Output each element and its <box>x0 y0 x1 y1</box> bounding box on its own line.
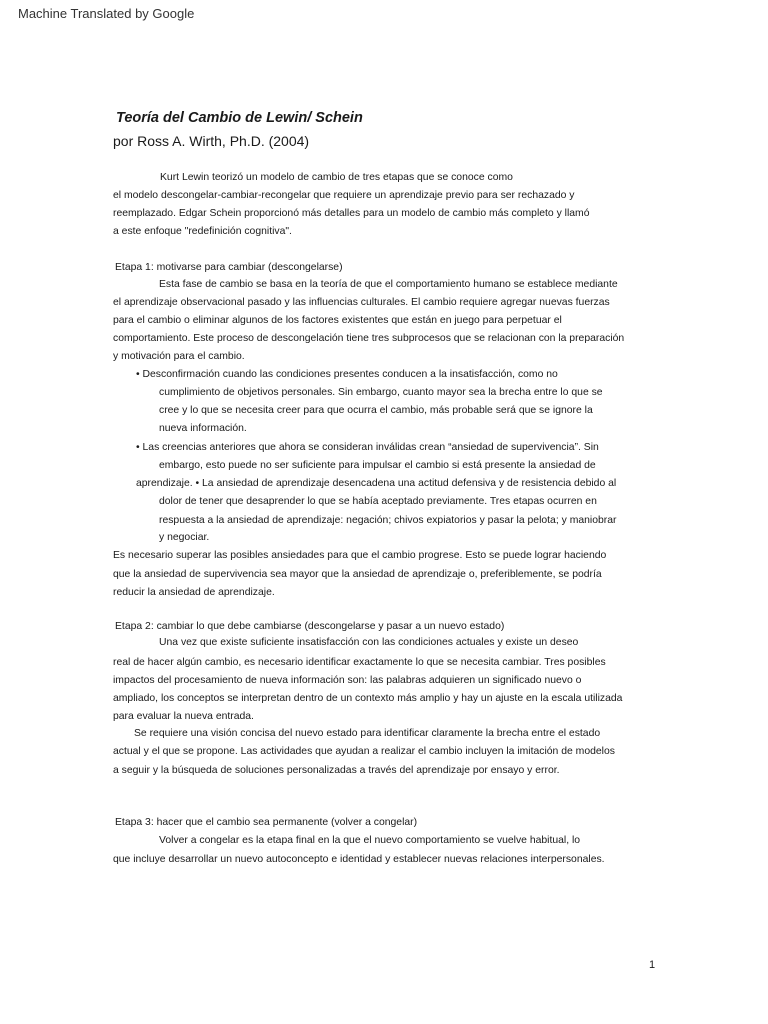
text-line: comportamiento. Este proceso de descongelación tiene tres subprocesos que se relacionan con la preparación <box>113 333 625 344</box>
document-byline: por Ross A. Wirth, Ph.D. (2004) <box>113 133 310 149</box>
section-heading: Etapa 2: cambiar lo que debe cambiarse (descongelarse y pasar a un nuevo estado) <box>115 621 505 632</box>
text-line: real de hacer algún cambio, es necesario identificar exactamente lo que se necesita cambiar. Tres posibles <box>113 657 606 668</box>
machine-translated-banner: Machine Translated by Google <box>18 6 195 21</box>
text-line: Se requiere una visión concisa del nuevo estado para identificar claramente la brecha entre el estado <box>134 728 601 739</box>
text-line: Una vez que existe suficiente insatisfacción con las condiciones actuales y existe un deseo <box>159 637 579 648</box>
text-line: y motivación para el cambio. <box>113 351 245 362</box>
text-line: cumplimiento de objetivos personales. Sin embargo, cuanto mayor sea la brecha entre lo que se <box>159 387 603 398</box>
document-title: Teoría del Cambio de Lewin/ Schein <box>116 110 363 126</box>
text-line: para el cambio o eliminar algunos de los factores existentes que están en juego para perpetuar el <box>113 315 562 326</box>
text-line: para evaluar la nueva entrada. <box>113 711 254 722</box>
text-line: que la ansiedad de supervivencia sea mayor que la ansiedad de aprendizaje o, preferiblemente, se podría <box>113 569 602 580</box>
text-line: a seguir y la búsqueda de soluciones personalizadas a través del aprendizaje por ensayo y error. <box>113 765 560 776</box>
page-number: 1 <box>649 959 656 971</box>
text-line: que incluye desarrollar un nuevo autoconcepto e identidad y establecer nuevas relaciones interpersonales. <box>113 854 605 865</box>
text-line: actual y el que se propone. Las actividades que ayudan a realizar el cambio incluyen la imitación de modelos <box>113 746 615 757</box>
text-line: respuesta a la ansiedad de aprendizaje: negación; chivos expiatorios y pasar la pelota; y maniobrar <box>159 515 617 526</box>
text-line: impactos del procesamiento de nueva información son: las palabras adquieren un significado nuevo o <box>113 675 582 686</box>
text-line: Esta fase de cambio se basa en la teoría de que el comportamiento humano se establece mediante <box>159 279 618 290</box>
text-line: y negociar. <box>159 532 210 543</box>
text-line: el modelo descongelar-cambiar-recongelar que requiere un aprendizaje previo para ser rechazado y <box>113 190 575 201</box>
text-line: aprendizaje. • La ansiedad de aprendizaje desencadena una actitud defensiva y de resistencia debido al <box>136 478 617 489</box>
text-line: nueva información. <box>159 423 247 434</box>
text-line: Volver a congelar es la etapa final en la que el nuevo comportamiento se vuelve habitual, lo <box>159 835 581 846</box>
text-line: Es necesario superar las posibles ansiedades para que el cambio progrese. Esto se puede lograr haciendo <box>113 550 607 561</box>
text-line: embargo, esto puede no ser suficiente para impulsar el cambio si está presente la ansiedad de <box>159 460 596 471</box>
text-line: a este enfoque "redefinición cognitiva". <box>113 226 292 237</box>
text-line: dolor de tener que desaprender lo que se había aceptado previamente. Tres etapas ocurren en <box>159 496 597 507</box>
text-line: cree y lo que se necesita creer para que ocurra el cambio, más probable será que se ignore la <box>159 405 593 416</box>
text-line: reducir la ansiedad de aprendizaje. <box>113 587 275 598</box>
section-heading: Etapa 3: hacer que el cambio sea permanente (volver a congelar) <box>115 817 418 828</box>
bullet-line: • Las creencias anteriores que ahora se consideran inválidas crean “ansiedad de supervivencia”. Sin <box>136 442 599 453</box>
text-line: ampliado, los conceptos se interpretan dentro de un contexto más amplio y hay un ajuste en la escala utilizada <box>113 693 623 704</box>
text-line: Kurt Lewin teorizó un modelo de cambio de tres etapas que se conoce como <box>160 172 513 183</box>
text-line: reemplazado. Edgar Schein proporcionó más detalles para un modelo de cambio más completo y llamó <box>113 208 590 219</box>
bullet-line: • Desconfirmación cuando las condiciones presentes conducen a la insatisfacción, como no <box>136 369 558 380</box>
section-heading: Etapa 1: motivarse para cambiar (descongelarse) <box>115 262 343 273</box>
text-line: el aprendizaje observacional pasado y las influencias culturales. El cambio requiere agregar nuevas fuerzas <box>113 297 610 308</box>
